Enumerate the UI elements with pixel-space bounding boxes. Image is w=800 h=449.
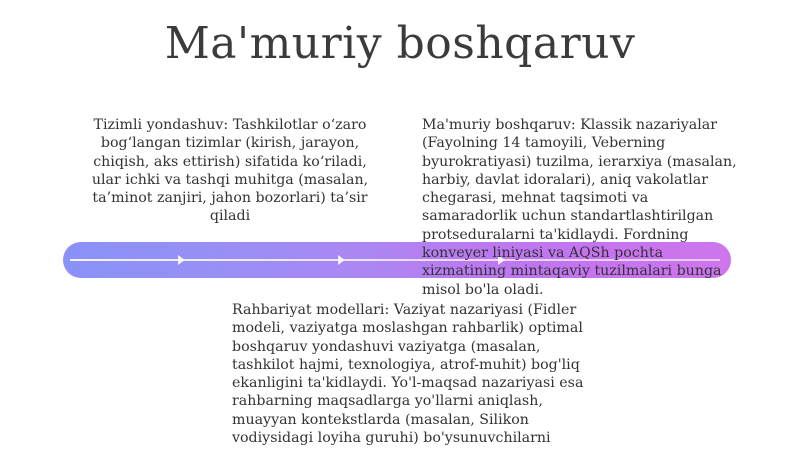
- page-title: Ma'muriy boshqaruv: [164, 18, 636, 69]
- timeline-arrow-icon: [178, 255, 185, 265]
- text-block-systems-approach: Tizimli yondashuv: Tashkilotlar o‘zaro bog‘langan tizimlar (kirish, jarayon, chiqish, aks ettirish) sifatida ko‘riladi, ular ichki va tashqi muhitga (masalan, ta’minot zanjiri, jahon bozorlari) ta’sir qiladi: [91, 117, 369, 225]
- text-block-administrative-management: Ma'muriy boshqaruv: Klassik nazariyalar (Fayolning 14 tamoyili, Veberning byurokratiyasi) tuzilma, ierarxiya (masalan, harbiy, davlat idoralari), aniq vakolatlar chegarasi, mehnat taqsimoti va samaradorlik uchun standartlashtirilgan protseduralarni ta'kidlaydi. Fordning konveyer liniyasi va AQSh pochta xizmatining mintaqaviy tuzilmalari bunga misol bo'la oladi.: [422, 117, 737, 298]
- text-block-leadership-models: Rahbariyat modellari: Vaziyat nazariyasi (Fidler modeli, vaziyatga moslashgan rahbarlik) optimal boshqaruv yondashuvi vaziyatga (masalan, tashkilot hajmi, texnologiya, atrof-muhit) bog'liq ekanligini ta'kidlaydi. Yo'l-maqsad nazariyasi esa rahbarning maqsadlarga yo'llarni aniqlash, muayyan kontekstlarda (masalan, Silikon vodiysidagi loyiha guruhi) bo'ysunuvchilarni: [232, 302, 584, 447]
- timeline-arrow-icon: [338, 255, 345, 265]
